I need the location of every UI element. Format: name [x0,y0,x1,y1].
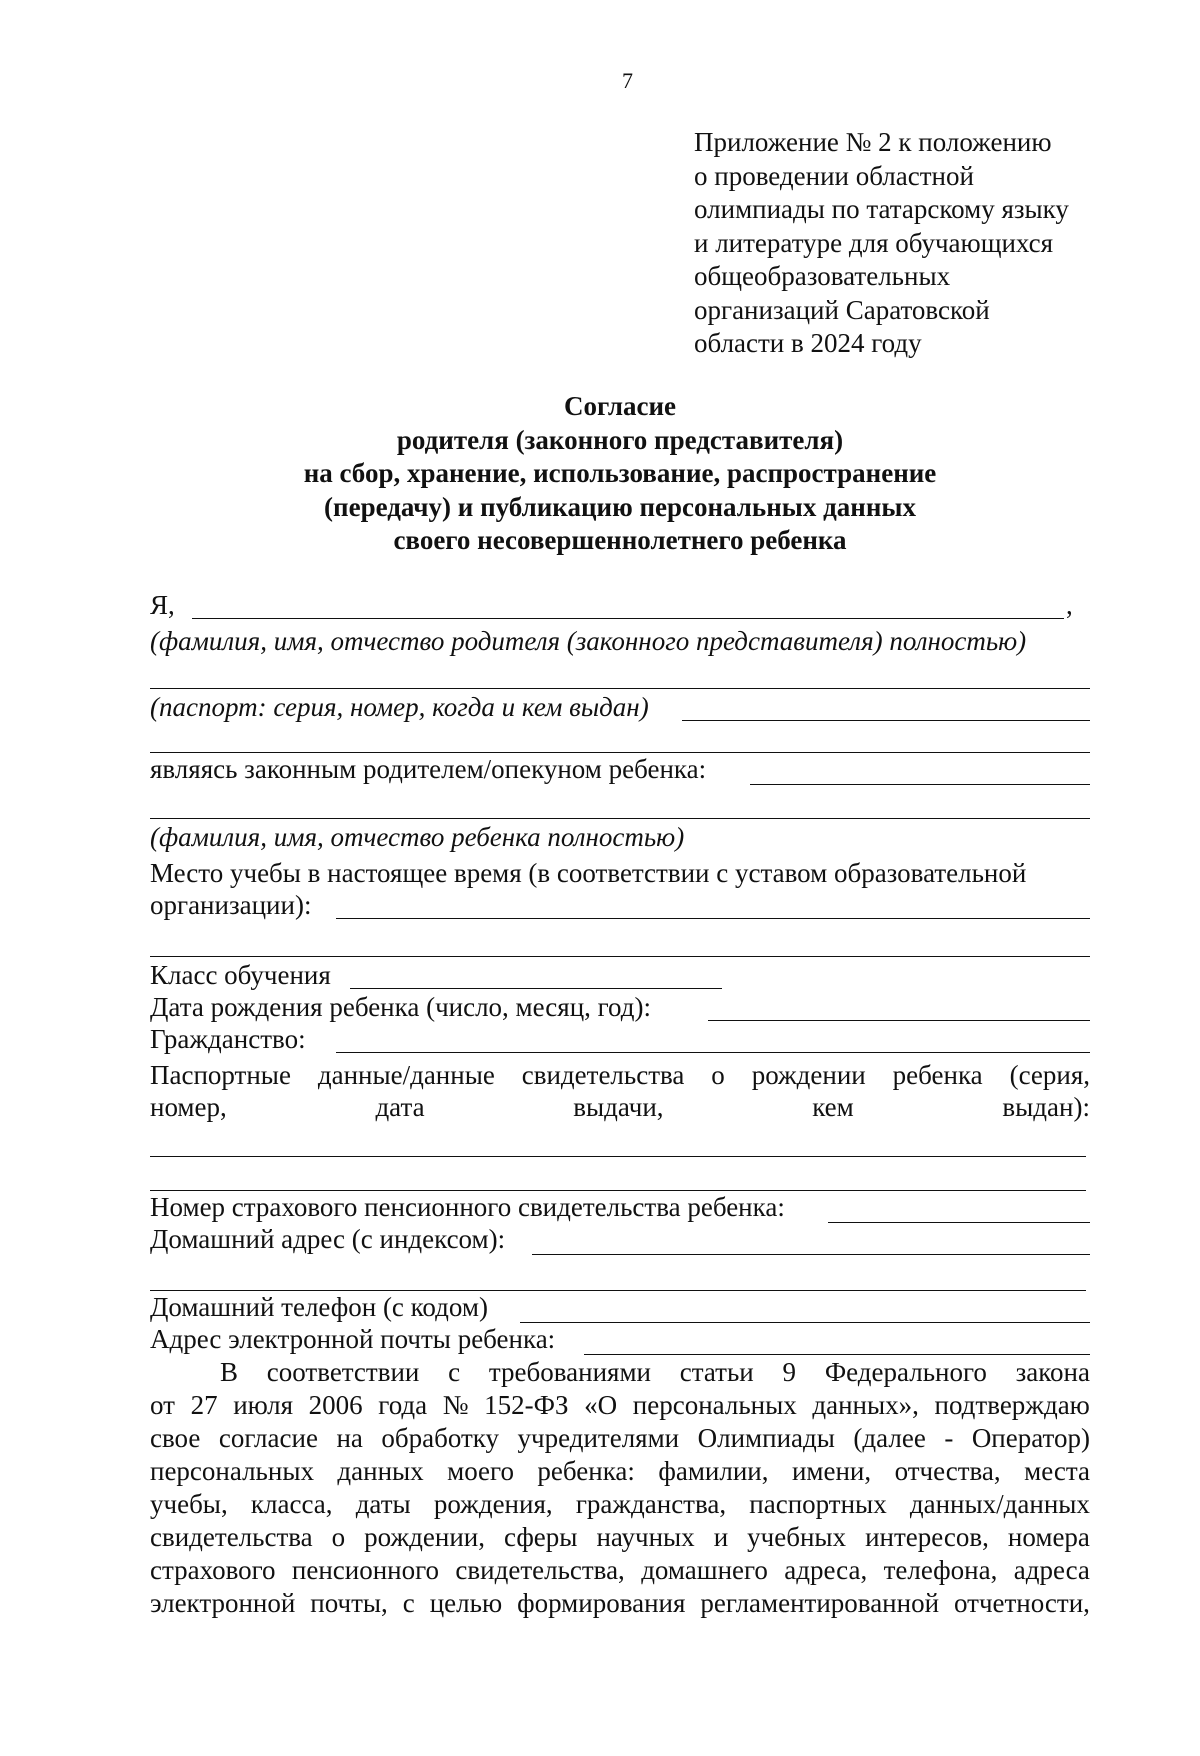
word: свидетельства, [455,1555,625,1585]
word: - [944,1423,954,1453]
appendix-line: и литературе для обучающихся [694,227,1054,258]
word: выдан): [1002,1092,1090,1122]
consent-paragraph [150,1356,1090,1620]
word: свое [150,1423,201,1453]
title-line: на сбор, хранение, использование, распространение [303,458,937,488]
word: Федерального [824,1357,987,1387]
i-label: Я, [150,590,175,620]
word: персональных [150,1456,314,1486]
word: июля [233,1390,294,1420]
title-line: Согласие [563,391,677,421]
word: (далее [853,1423,926,1453]
word: свидетельства [150,1522,313,1552]
study-place-field-2[interactable] [150,956,1090,957]
address-field[interactable] [532,1254,1090,1255]
word: моего [447,1456,514,1486]
word: с [402,1588,415,1618]
word: о [331,1522,346,1552]
word: обработку [381,1423,500,1453]
paragraph-line [150,1356,1090,1389]
word: дата [375,1092,425,1122]
snils-label: Номер страхового пенсионного свидетельства ребенка: [150,1192,785,1222]
word: отчетности, [954,1588,1090,1618]
passport-child-field[interactable] [150,1156,1086,1157]
word: учебных [747,1522,847,1552]
appendix-line: Приложение № 2 к положению [694,127,1052,157]
paragraph-line [150,1521,1090,1554]
word: адреса [1013,1555,1090,1585]
word: интересов, [865,1522,989,1552]
appendix-line: области в 2024 году [694,328,922,358]
parent-name-field[interactable] [192,618,1064,619]
word: учредителями [517,1423,680,1453]
word: данные/данные [317,1060,495,1090]
word: кем [812,1092,854,1122]
passport-hint: (паспорт: серия, номер, когда и кем выдан) [150,692,649,722]
word: рождении, [364,1522,485,1552]
word: соответствии [266,1357,420,1387]
word: 9 [782,1357,797,1387]
i-comma: , [1066,590,1073,620]
word: пенсионного [291,1555,440,1585]
title-line: (передачу) и публикацию персональных данных [324,491,916,522]
email-label: Адрес электронной почты ребенка: [150,1324,556,1354]
word: с [448,1357,461,1387]
page-number: 7 [622,68,633,93]
word: электронной [150,1588,296,1618]
parent-name-hint: (фамилия, имя, отчество родителя (законного представителя) полностью) [150,626,1027,656]
word: и [713,1522,729,1552]
word: телефона, [883,1555,998,1585]
word: (серия, [1009,1060,1090,1090]
word: данных/данных [909,1489,1090,1519]
email-field[interactable] [584,1354,1090,1355]
word: 2006 [308,1390,363,1420]
passport-child-label [150,1058,1090,1092]
passport-field[interactable] [682,720,1090,721]
paragraph-line [150,1422,1090,1455]
passport-child-label-2 [150,1090,1090,1124]
citizenship-label: Гражданство: [150,1024,306,1054]
word: научных [596,1522,695,1552]
appendix-line: о проведении областной [694,160,974,191]
paragraph-line [150,1554,1090,1587]
word: формирования [517,1588,686,1618]
birth-date-field[interactable] [708,1020,1090,1021]
word: сферы [504,1522,578,1552]
phone-label: Домашний телефон (с кодом) [150,1292,488,1322]
address-label: Домашний адрес (с индексом): [150,1224,506,1254]
word: регламентированной [700,1588,940,1618]
word: от [150,1390,175,1420]
word: даты [355,1489,411,1519]
word: фамилии, [658,1456,769,1486]
study-place-label-2: организации): [150,890,312,920]
word: учебы, [150,1489,228,1519]
word: паспортных [749,1489,887,1519]
appendix-line: общеобразовательных [694,261,951,291]
word: закона [1015,1357,1090,1387]
appendix-line: олимпиады по татарскому языку [694,194,1069,224]
word: домашнего [641,1555,768,1585]
word: отчества, [894,1456,1001,1486]
appendix-block [694,126,1069,361]
word: согласие [218,1423,318,1453]
word: рождении [751,1060,866,1090]
word: о [711,1060,725,1090]
word: имени, [791,1456,872,1486]
word: требованиями [488,1357,651,1387]
grade-label: Класс обучения [150,960,331,990]
word: на [336,1423,363,1453]
word: номера [1007,1522,1090,1552]
word: Оператор) [971,1423,1090,1453]
word: подтверждаю [934,1390,1090,1420]
citizenship-field[interactable] [336,1052,1090,1053]
child-name-hint: (фамилия, имя, отчество ребенка полностью) [150,822,685,852]
word: ребенка: [537,1456,635,1486]
word: рождения, [433,1489,553,1519]
word: 152-ФЗ [484,1390,569,1420]
word: места [1024,1456,1090,1486]
word: почты, [310,1588,388,1618]
grade-field[interactable] [350,988,722,989]
word: адреса, [784,1555,868,1585]
title-line: родителя (законного представителя) [396,424,844,455]
word: 27 [190,1390,218,1420]
word: «О [584,1390,618,1420]
word: № [442,1390,469,1420]
word: Паспортные [150,1060,291,1090]
guardian-label: являясь законным родителем/опекуном ребенка: [150,754,707,784]
appendix-line: организаций Саратовской [694,294,990,325]
word: выдачи, [573,1092,664,1122]
paragraph-line [150,1455,1090,1488]
paragraph-line [150,1389,1090,1422]
word: целью [429,1588,503,1618]
word: свидетельства [521,1060,685,1090]
study-place-label: Место учебы в настоящее время (в соответствии с уставом образовательной [150,858,1027,888]
word: данных», [812,1390,919,1420]
word: гражданства, [575,1489,727,1519]
word: номер, [150,1092,227,1122]
word: данных [337,1456,424,1486]
word: В [220,1357,239,1387]
paragraph-line [150,1488,1090,1521]
study-place-field[interactable] [336,918,1090,919]
title-line: своего несовершеннолетнего ребенка [393,525,847,555]
snils-field[interactable] [828,1222,1090,1223]
word: класса, [250,1489,333,1519]
phone-field[interactable] [520,1322,1090,1323]
word: страхового [150,1555,276,1585]
child-name-field[interactable] [150,818,1090,819]
word: Олимпиады [697,1423,835,1453]
word: ребенка [892,1060,983,1090]
word: года [378,1390,428,1420]
document-title [0,390,1200,558]
parent-extra-field[interactable] [150,688,1090,689]
paragraph-line [150,1587,1090,1620]
birth-date-label: Дата рождения ребенка (число, месяц, год): [150,992,652,1022]
word: статьи [679,1357,754,1387]
guardian-field[interactable] [750,784,1090,785]
word: персональных [632,1390,797,1420]
